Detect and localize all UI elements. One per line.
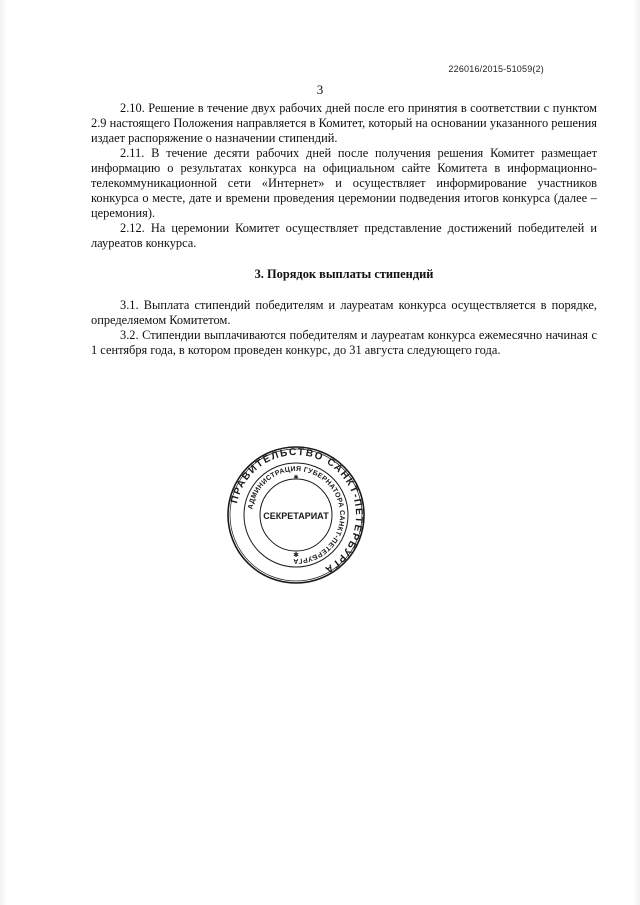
seal-outer-text: ПРАВИТЕЛЬСТВО САНКТ-ПЕТЕРБУРГА (229, 446, 365, 576)
seal-center-text: СЕКРЕТАРИАТ (263, 511, 329, 521)
document-body (91, 101, 597, 358)
paragraph-3-1: 3.1. Выплата стипендий победителям и лауреатам конкурса осуществляется в порядке, определяемом Комитетом. (91, 298, 597, 327)
scan-edge-left (0, 0, 8, 905)
paragraph-2-10: 2.10. Решение в течение двух рабочих дней после его принятия в соответствии с пунктом 2.9 настоящего Положения направляется в Комитет, который на основании указанного решения издает распоряжение о назначении стипендий. (91, 101, 597, 145)
scan-edge-right (632, 0, 640, 905)
paragraph-2-11: 2.11. В течение десяти рабочих дней после получения решения Комитет размещает информацию о результатах конкурса на официальном сайте Комитета в информационно-телекоммуникационной сети «Интернет» и осуществляет информирование участников конкурса о месте, дате и времени проведения церемонии подведения итогов конкурса (далее – церемония). (91, 146, 597, 220)
seal-inner-text: АДМИНИСТРАЦИЯ ГУБЕРНАТОРА САНКТ-ПЕТЕРБУРГА (247, 465, 346, 565)
seal-star-icon: ✱ (293, 551, 299, 559)
page-number: 3 (316, 82, 324, 97)
section-heading: 3. Порядок выплаты стипендий (254, 267, 434, 281)
seal-star-icon-top: ✱ (293, 474, 299, 481)
paragraph-2-12: 2.12. На церемонии Комитет осуществляет представление достижений победителей и лауреатов конкурса. (91, 221, 597, 250)
document-id: 226016/2015-51059(2) (448, 64, 544, 74)
paragraph-3-2: 3.2. Стипендии выплачиваются победителям и лауреатам конкурса ежемесячно начиная с 1 сентября года, в котором проведен конкурс, до 31 августа следующего года. (91, 328, 597, 357)
official-seal (226, 445, 366, 585)
